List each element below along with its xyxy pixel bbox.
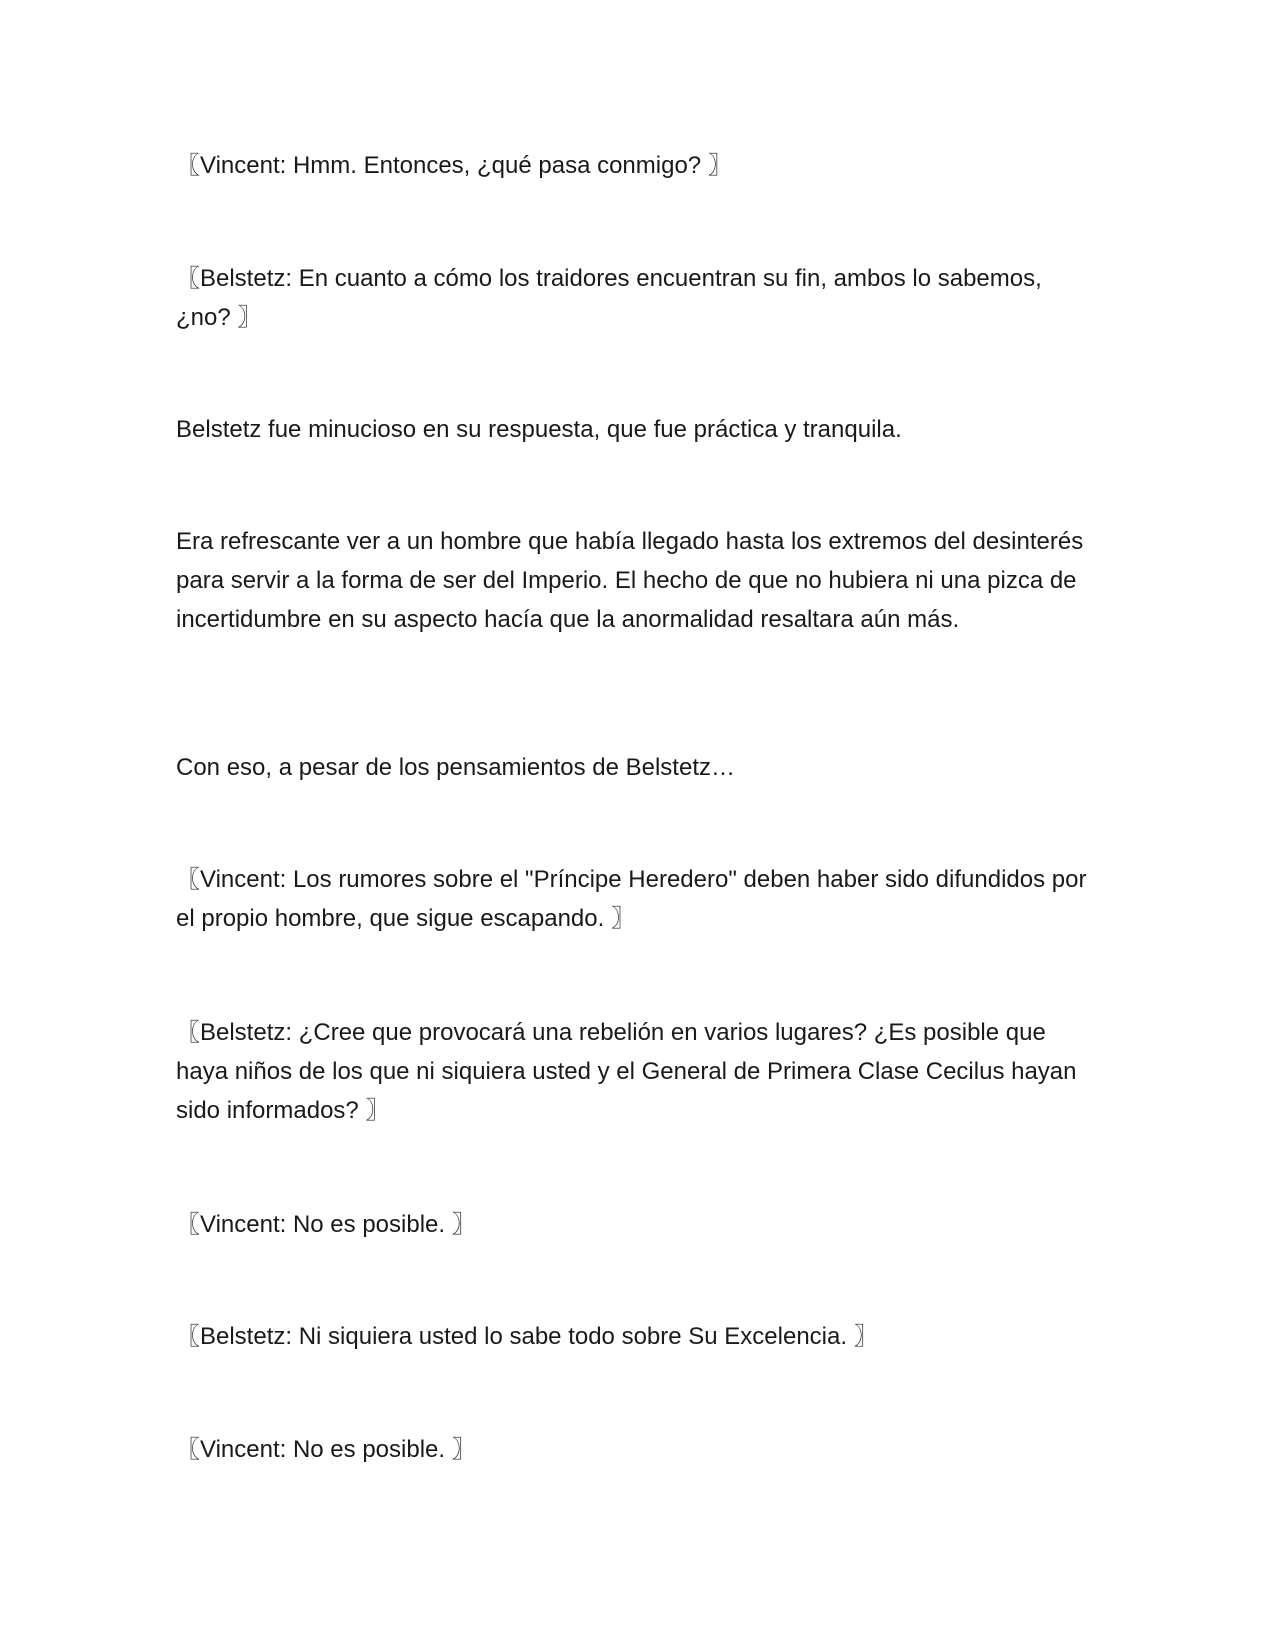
dialogue-belstetz-3: 〖Belstetz: Ni siquiera usted lo sabe todo sobre Su Excelencia. 〗 [176,1323,878,1350]
narration-paragraph-3: Con eso, a pesar de los pensamientos de Belstetz… [176,754,735,781]
dialogue-vincent-3: 〖Vincent: No es posible. 〗 [176,1211,476,1238]
dialogue-vincent-2: 〖Vincent: Los rumores sobre el "Príncipe Heredero" deben haber sido difundidos por el propio hombre, que sigue escapando. 〗 [176,866,1087,932]
dialogue-vincent-1: 〖Vincent: Hmm. Entonces, ¿qué pasa conmigo? 〗 [176,152,732,179]
dialogue-belstetz-1: 〖Belstetz: En cuanto a cómo los traidores encuentran su fin, ambos lo sabemos, ¿no? 〗 [176,265,1042,331]
dialogue-vincent-4: 〖Vincent: No es posible. 〗 [176,1436,476,1463]
narration-paragraph-2: Era refrescante ver a un hombre que había llegado hasta los extremos del desinterés para servir a la forma de ser del Imperio. El hecho de que no hubiera ni una pizca de incertidumbre en su aspecto hacía que la anormalidad resaltara aún más. [176,528,1084,633]
narration-paragraph-1: Belstetz fue minucioso en su respuesta, que fue práctica y tranquila. [176,416,902,443]
dialogue-belstetz-2: 〖Belstetz: ¿Cree que provocará una rebelión en varios lugares? ¿Es posible que haya niños de los que ni siquiera usted y el General de Primera Clase Cecilus hayan sido informados? 〗 [176,1019,1077,1124]
